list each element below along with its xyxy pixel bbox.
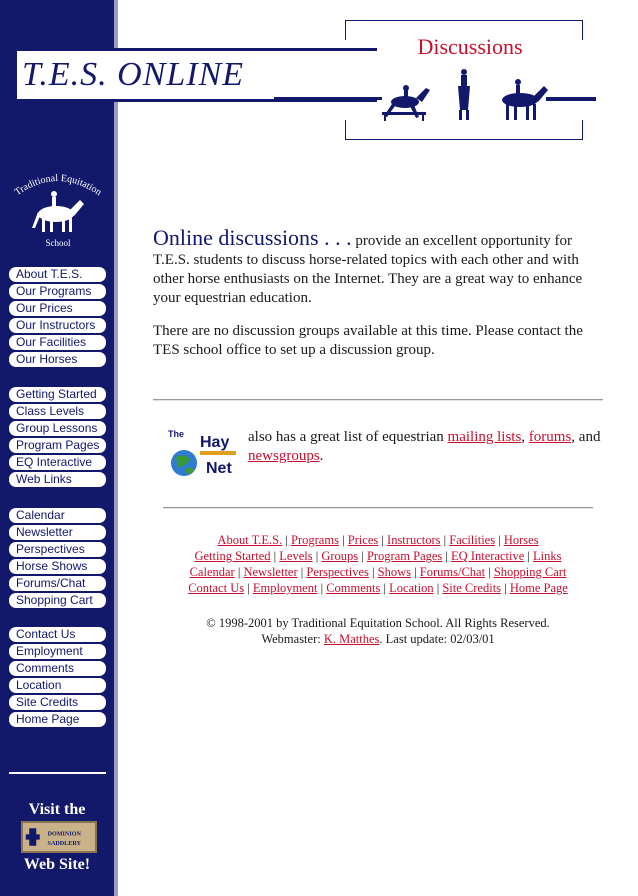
footer-link[interactable]: Contact Us [188,581,245,595]
school-logo [8,170,108,250]
sidebar-edge [114,0,118,896]
nav-comments[interactable]: Comments [9,661,106,676]
footer-link[interactable]: Shopping Cart [493,565,567,579]
nav-group-lessons[interactable]: Group Lessons [9,421,106,436]
sponsor-text-top: Visit the [28,801,86,818]
sponsor-text-bottom: Web Site! [23,856,91,873]
footer-link[interactable]: Forums/Chat [419,565,486,579]
heading-frame-bottom [345,120,583,140]
copyright [163,615,593,647]
footer-link[interactable]: Programs [291,533,339,547]
footer-row-2: Getting Started | Levels | Groups | Program Pages | EQ Interactive | Links [194,549,562,563]
nav-program-pages[interactable]: Program Pages [9,438,106,453]
nav-web-links[interactable]: Web Links [9,472,106,487]
nav-perspectives[interactable]: Perspectives [9,542,106,557]
nav-our-horses[interactable]: Our Horses [9,352,106,367]
footer-link[interactable]: EQ Interactive [451,549,525,563]
nav-group-news [9,508,106,610]
mailing-lists-link[interactable]: mailing lists [447,429,522,445]
footer-row-4: Contact Us | Employment | Comments | Location | Site Credits | Home Page [188,581,568,595]
footer-link[interactable]: Newsletter [243,565,298,579]
nav-getting-started[interactable]: Getting Started [9,387,106,402]
nav-group-about [9,267,106,369]
nav-group-programs [9,387,106,489]
intro-paragraph [153,225,593,308]
nav-our-programs[interactable]: Our Programs [9,284,106,299]
footer-row-1: About T.E.S. | Programs | Prices | Instructors | Facilities | Horses [217,533,539,547]
haynet-sep1: , [521,429,529,445]
logo-text-top: Traditional Equitation [12,172,104,199]
svg-text:Hay: Hay [200,434,230,451]
nav-employment[interactable]: Employment [9,644,106,659]
svg-text:DOMINION: DOMINION [47,831,81,838]
footer-link[interactable]: About T.E.S. [217,533,283,547]
page-heading: Discussions [417,34,523,59]
footer-link[interactable]: Home Page [509,581,568,595]
last-update: . Last update: 02/03/01 [379,632,495,646]
horse-riders-icon [380,66,550,122]
footer-link[interactable]: Facilities [449,533,496,547]
footer-link[interactable]: Getting Started [194,549,271,563]
footer-link[interactable]: Employment [252,581,318,595]
svg-text:SADDLERY: SADDLERY [47,840,81,847]
footer-link[interactable]: Levels [279,549,313,563]
footer-link[interactable]: Calendar [189,565,235,579]
nav-our-prices[interactable]: Our Prices [9,301,106,316]
nav-home-page[interactable]: Home Page [9,712,106,727]
nav-forums-chat[interactable]: Forums/Chat [9,576,106,591]
nav-contact-us[interactable]: Contact Us [9,627,106,642]
haynet-text-before: also has a great list of equestrian [248,429,448,445]
footer-link[interactable]: Groups [321,549,359,563]
haynet-logo[interactable] [166,427,238,479]
footer-link[interactable]: Horses [503,533,539,547]
nav-calendar[interactable]: Calendar [9,508,106,523]
nav-our-facilities[interactable]: Our Facilities [9,335,106,350]
footer-link[interactable]: Location [389,581,434,595]
intro-lead: Online discussions . . . [153,225,352,250]
footer-link[interactable]: Perspectives [306,565,369,579]
haynet-end: . [319,448,324,464]
newsgroups-link[interactable]: newsgroups [248,448,320,464]
nav-about-tes[interactable]: About T.E.S. [9,267,106,282]
svg-text:The: The [168,429,185,439]
dominion-saddlery-logo[interactable] [21,821,97,853]
haynet-paragraph [248,428,603,466]
footer-link[interactable]: Prices [347,533,379,547]
footer-link[interactable]: Comments [326,581,381,595]
haynet-sep2: , and [571,429,601,445]
footer-links [163,532,593,596]
footer-link[interactable]: Site Credits [442,581,502,595]
nav-shopping-cart[interactable]: Shopping Cart [9,593,106,608]
footer-row-3: Calendar | Newsletter | Perspectives | Shows | Forums/Chat | Shopping Cart [189,565,567,579]
notice-paragraph: There are no discussion groups available at this time. Please contact the TES school office to set up a discussion group. [153,323,583,358]
nav-our-instructors[interactable]: Our Instructors [9,318,106,333]
nav-group-contact [9,627,106,729]
header-rule-right [546,97,596,101]
nav-newsletter[interactable]: Newsletter [9,525,106,540]
footer-link[interactable]: Program Pages [366,549,443,563]
nav-eq-interactive[interactable]: EQ Interactive [9,455,106,470]
footer-link[interactable]: Shows [377,565,411,579]
intro-body: provide an excellent opportunity for T.E.S. students to discuss horse-related topics with each other and with other horse enthusiasts on the Internet. They are a great way to enhance your equestrian education. [153,233,583,306]
nav-location[interactable]: Location [9,678,106,693]
nav-class-levels[interactable]: Class Levels [9,404,106,419]
nav-site-credits[interactable]: Site Credits [9,695,106,710]
svg-text:Net: Net [206,460,232,477]
divider-bottom [163,507,593,509]
logo-text-bottom: School [45,238,71,248]
divider-top [153,399,603,401]
nav-divider [9,772,106,774]
footer-link[interactable]: Links [533,549,562,563]
webmaster-link[interactable]: K. Matthes [323,632,380,646]
webmaster-label: Webmaster: [261,632,324,646]
footer-link[interactable]: Instructors [387,533,441,547]
nav-horse-shows[interactable]: Horse Shows [9,559,106,574]
forums-link[interactable]: forums [528,429,572,445]
copyright-text: © 1998-2001 by Traditional Equitation School. All Rights Reserved. [206,616,550,630]
site-title: T.E.S. ONLINE [22,56,245,93]
webmaster-line [163,631,593,647]
header-rule [274,97,382,100]
